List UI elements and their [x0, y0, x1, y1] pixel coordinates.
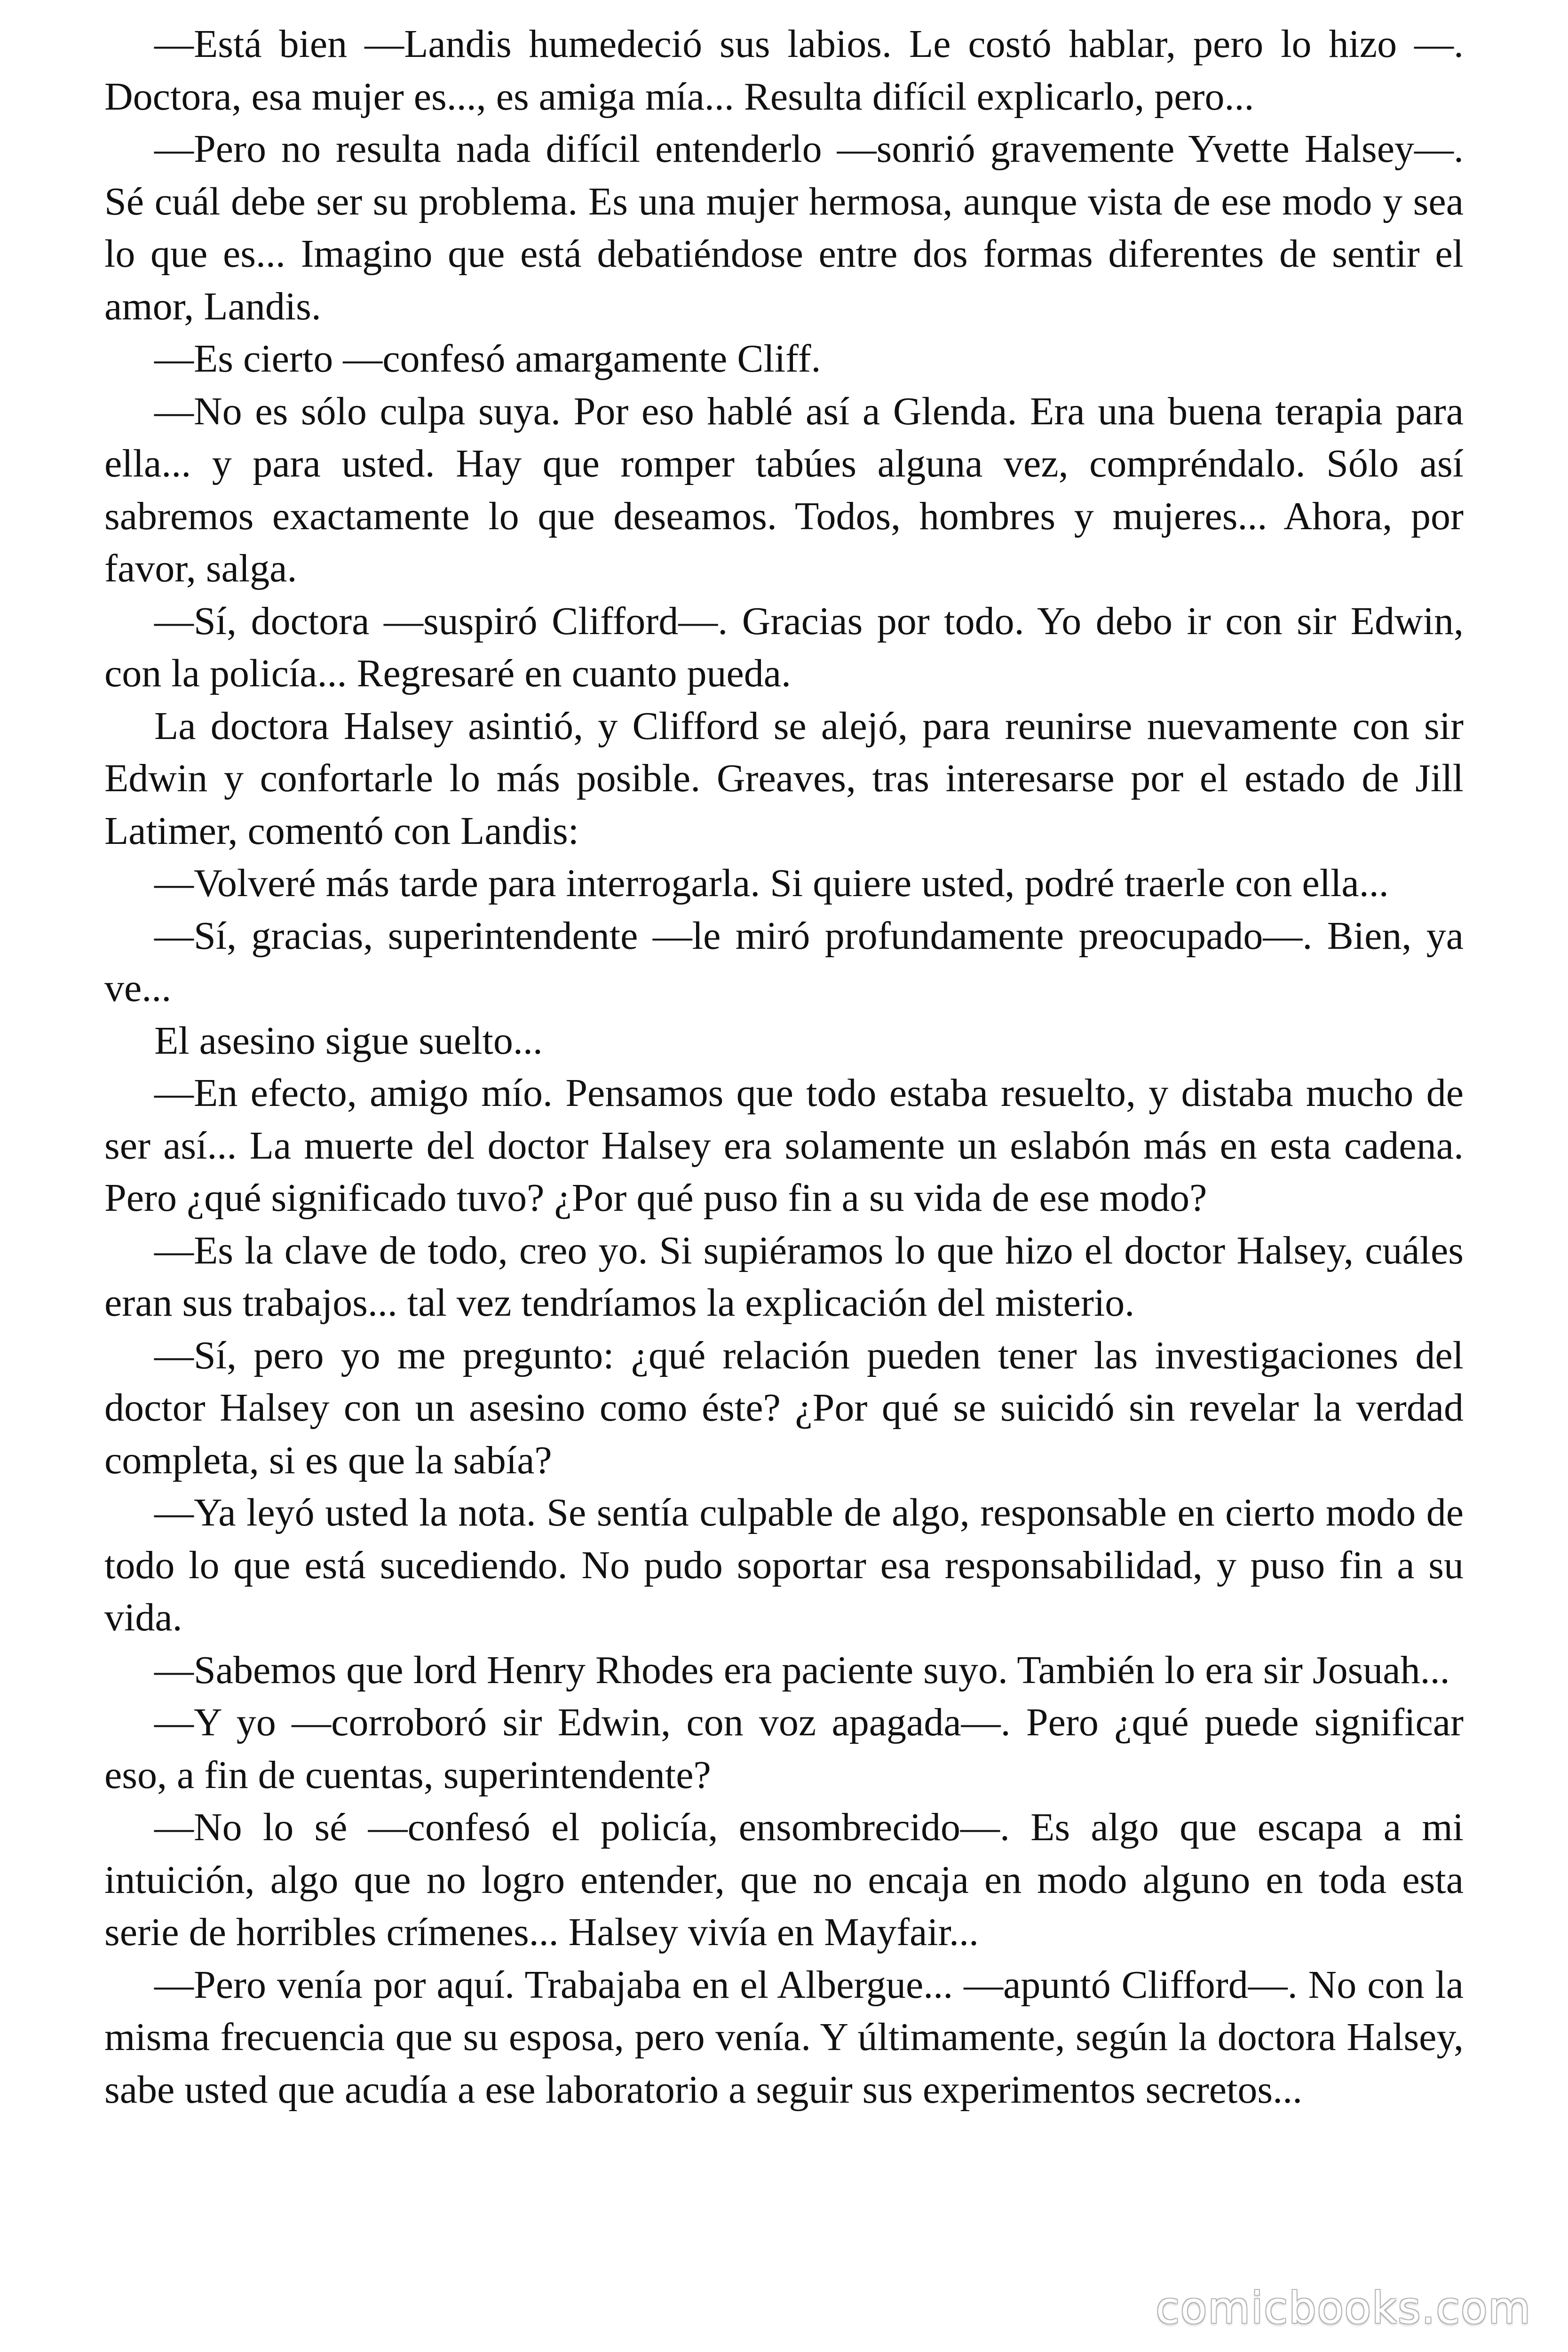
paragraph: —Sí, doctora —suspiró Clifford—. Gracias por todo. Yo debo ir con sir Edwin, con la policía... Regresaré en cuanto pueda. [104, 599, 1464, 695]
paragraph: —Sabemos que lord Henry Rhodes era paciente suyo. También lo era sir Josuah... [154, 1648, 1450, 1692]
paragraph: —Es la clave de todo, creo yo. Si supiéramos lo que hizo el doctor Halsey, cuáles eran sus trabajos... tal vez tendríamos la explicación del misterio. [104, 1228, 1464, 1325]
paragraph: —Volveré más tarde para interrogarla. Si quiere usted, podré traerle con ella... [154, 861, 1389, 905]
paragraph: La doctora Halsey asintió, y Clifford se alejó, para reunirse nuevamente con sir Edwin y confortarle lo más posible. Greaves, tras interesarse por el estado de Jill Latimer, comentó con Landis: [104, 704, 1464, 853]
paragraph: —Pero no resulta nada difícil entenderlo —sonrió gravemente Yvette Halsey—. Sé cuál debe ser su problema. Es una mujer hermosa, aunque vista de ese modo y sea lo que es... Imagino que está debatiéndose entre dos formas diferentes de sentir el amor, Landis. [104, 127, 1464, 328]
paragraph: —Está bien —Landis humedeció sus labios. Le costó hablar, pero lo hizo —. Doctora, esa mujer es..., es amiga mía... Resulta difícil explicarlo, pero... [104, 22, 1464, 119]
paragraph: —Pero venía por aquí. Trabajaba en el Albergue... —apuntó Clifford—. No con la misma frecuencia que su esposa, pero venía. Y últimamente, según la doctora Halsey, sabe usted que acudía a ese laboratorio a seguir sus experimentos secretos... [104, 1963, 1464, 2112]
paragraph: —No es sólo culpa suya. Por eso hablé así a Glenda. Era una buena terapia para ella... y para usted. Hay que romper tabúes alguna vez, compréndalo. Sólo así sabremos exactamente lo que deseamos. Todos, hombres y mujeres... Ahora, por favor, salga. [104, 389, 1464, 590]
paragraph: —Sí, gracias, superintendente —le miró profundamente preocupado—. Bien, ya ve... [104, 914, 1464, 1010]
paragraph: —Sí, pero yo me pregunto: ¿qué relación pueden tener las investigaciones del doctor Halsey con un asesino como éste? ¿Por qué se suicidó sin revelar la verdad completa, si es que la sabía? [104, 1333, 1464, 1482]
watermark: comicbooks.com [1156, 2283, 1531, 2333]
paragraph: —Es cierto —confesó amargamente Cliff. [154, 337, 821, 381]
book-page [104, 18, 1464, 2116]
paragraph: El asesino sigue suelto... [154, 1018, 543, 1063]
paragraph: —No lo sé —confesó el policía, ensombrecido—. Es algo que escapa a mi intuición, algo que no logro entender, que no encaja en modo alguno en toda esta serie de horribles crímenes... Halsey vivía en Mayfair... [104, 1805, 1464, 1954]
paragraph: —Y yo —corroboró sir Edwin, con voz apagada—. Pero ¿qué puede significar eso, a fin de cuentas, superintendente? [104, 1700, 1464, 1797]
paragraph: —Ya leyó usted la nota. Se sentía culpable de algo, responsable en cierto modo de todo lo que está sucediendo. No pudo soportar esa responsabilidad, y puso fin a su vida. [104, 1491, 1464, 1639]
paragraph: —En efecto, amigo mío. Pensamos que todo estaba resuelto, y distaba mucho de ser así... La muerte del doctor Halsey era solamente un eslabón más en esta cadena. Pero ¿qué significado tuvo? ¿Por qué puso fin a su vida de ese modo? [104, 1071, 1464, 1220]
